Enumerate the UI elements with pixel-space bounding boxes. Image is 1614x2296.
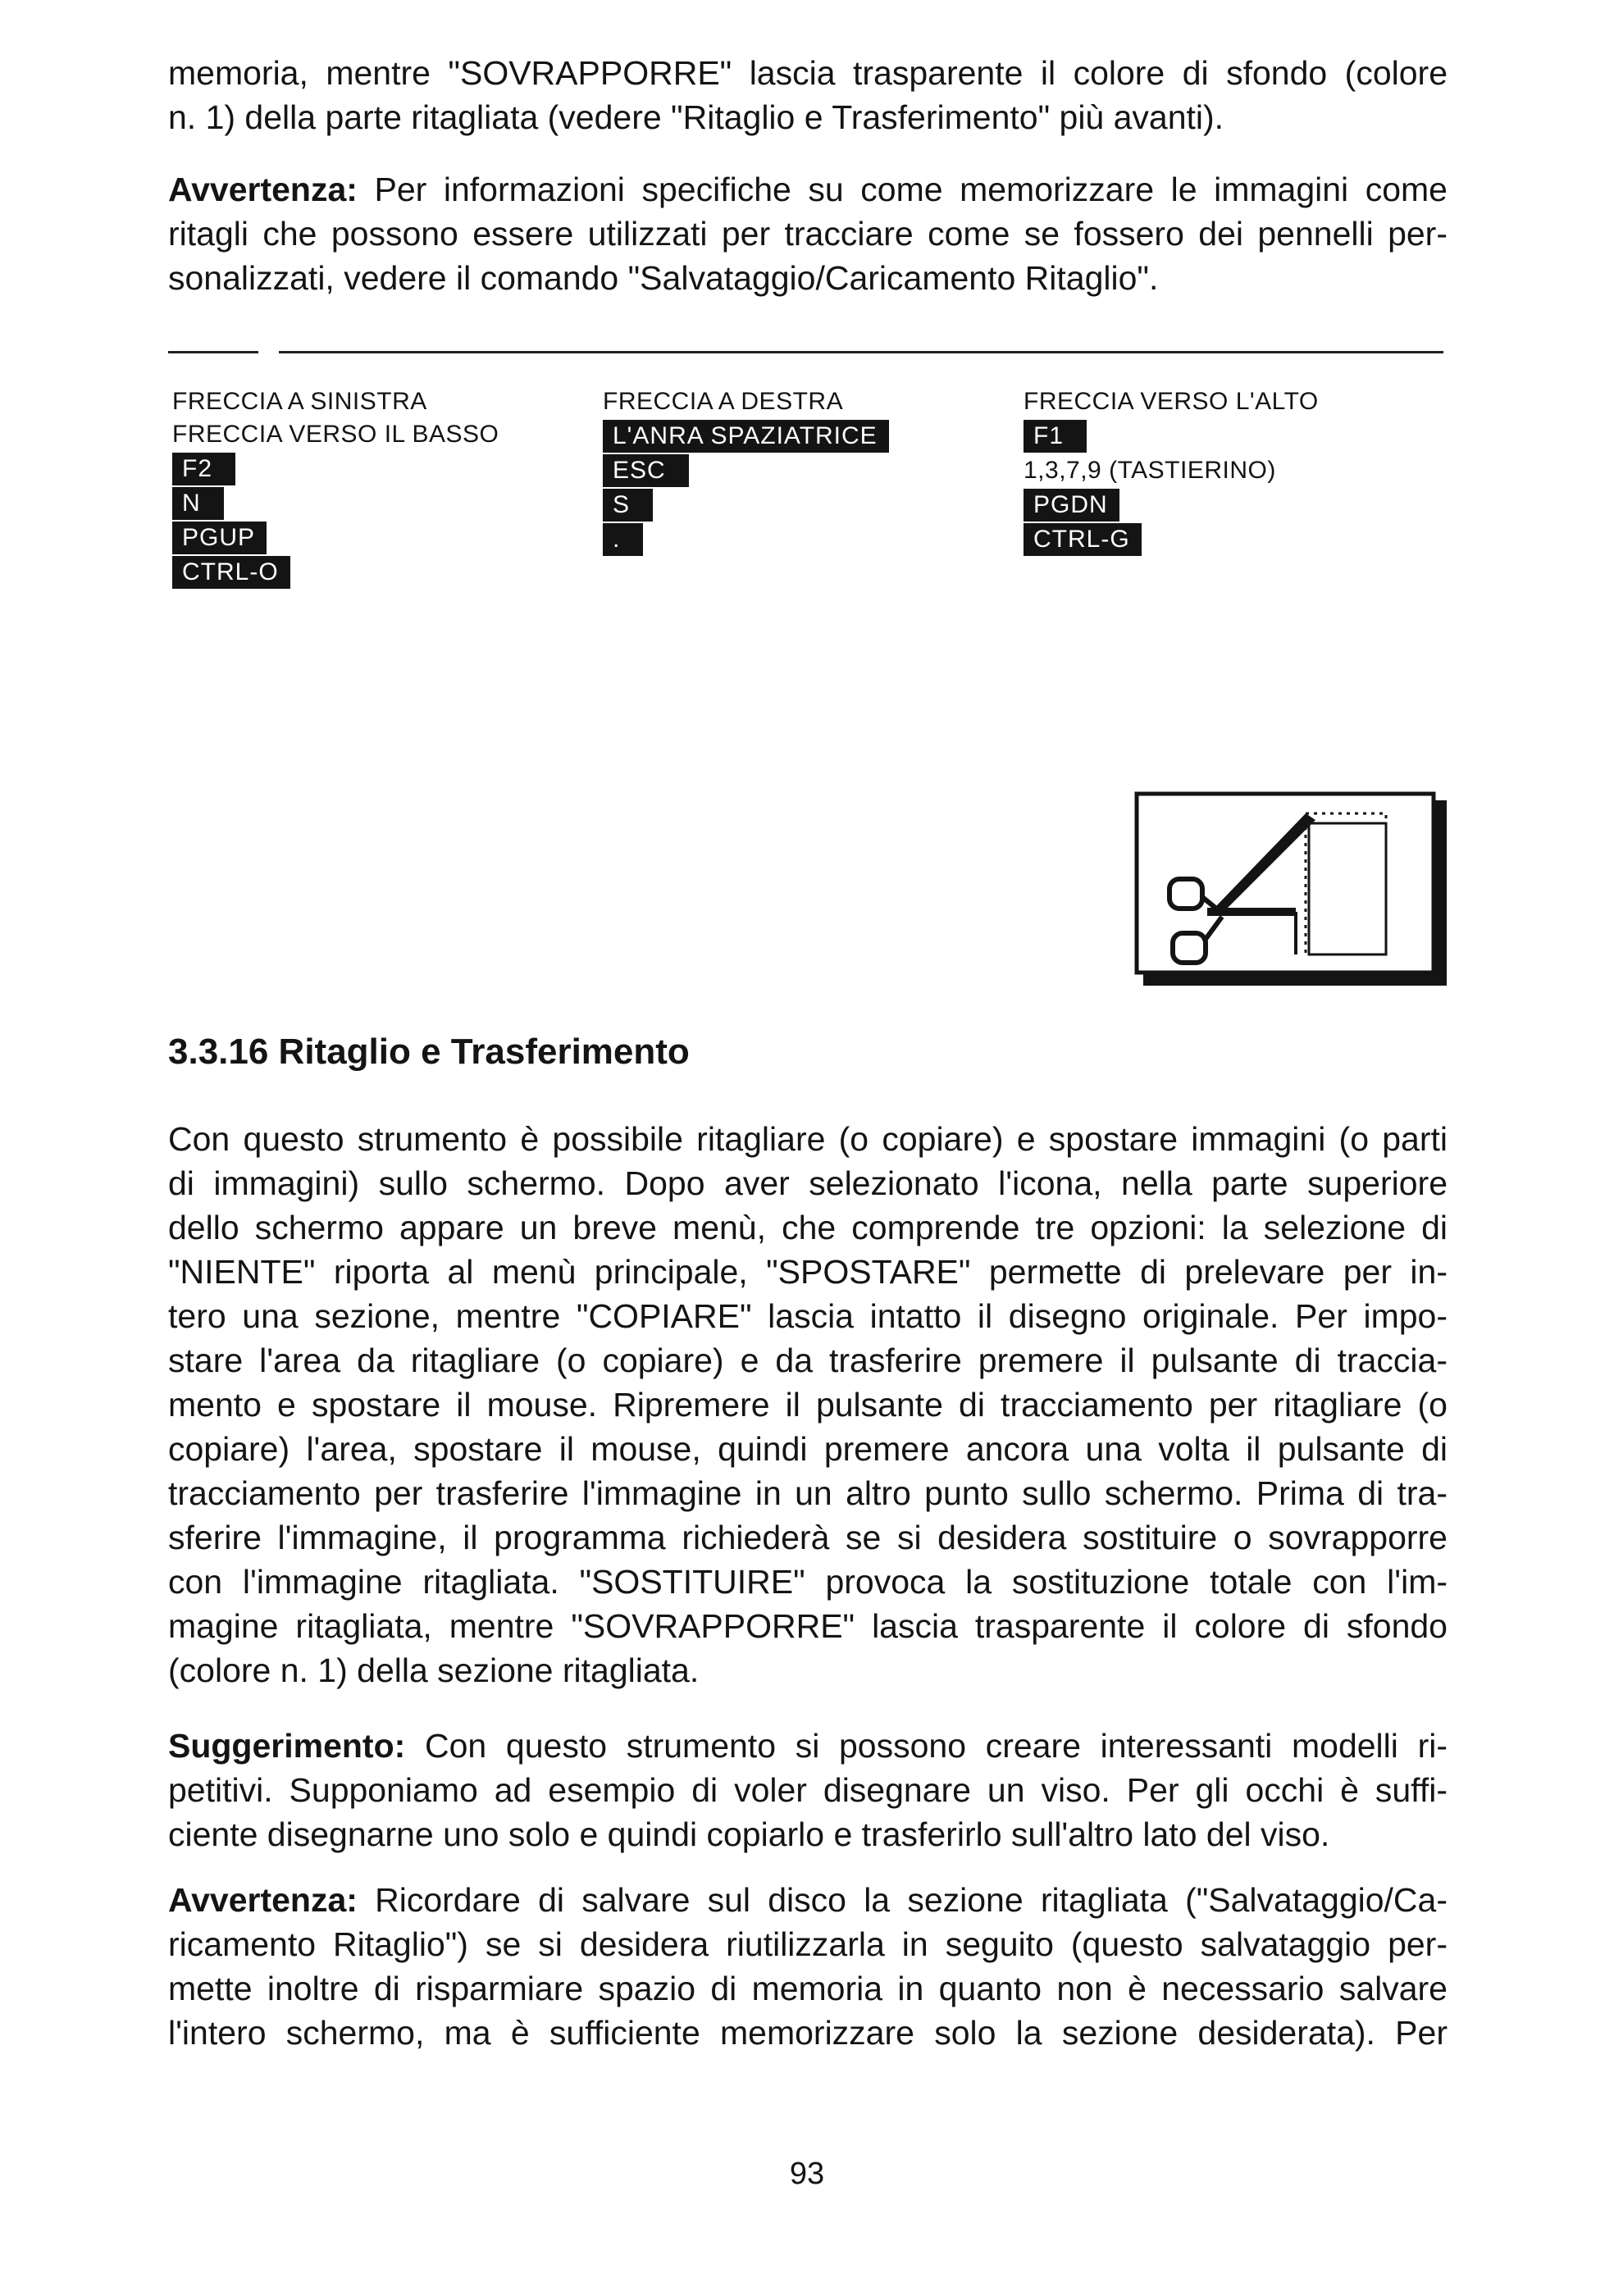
body-line: magine ritagliata, mentre "SOVRAPPORRE" lascia trasparente il colore di sfondo [168, 1607, 1448, 1645]
tip-paragraph [168, 1724, 1448, 1856]
key-label: 1,3,7,9 (TASTIERINO) [1024, 457, 1276, 484]
intro-line: memoria, mentre "SOVRAPPORRE" lascia trasparente il colore di sfondo (colore [168, 54, 1448, 92]
body-line: (colore n. 1) della sezione ritagliata. [168, 1651, 700, 1689]
key-chip: L'ANRA SPAZIATRICE [603, 420, 889, 453]
body-line: dello schermo appare un breve menù, che comprende tre opzioni: la selezione di [168, 1209, 1448, 1246]
body-line: tracciamento per trasferire l'immagine in un altro punto sullo schermo. Prima di tra- [168, 1474, 1448, 1512]
key-chip: CTRL-O [172, 556, 290, 589]
key-chip: ESC [603, 454, 689, 487]
warning-line: ricamento Ritaglio") se si desidera riutilizzarla in seguito (questo salvataggio per- [168, 1925, 1448, 1963]
divider-rule [168, 351, 258, 353]
body-line: tero una sezione, mentre "COPIARE" lascia intatto il disegno originale. Per impo- [168, 1297, 1448, 1335]
warning-line: sonalizzati, vedere il comando "Salvataggio/Caricamento Ritaglio". [168, 259, 1159, 297]
key-label: FRECCIA A SINISTRA [172, 388, 427, 415]
key-label: FRECCIA A DESTRA [603, 388, 844, 415]
tip-line: ciente disegnarne uno solo e quindi copiarlo e trasferirlo sull'altro lato del viso. [168, 1815, 1330, 1853]
divider-rule [279, 351, 1443, 353]
warning-lead: Avvertenza: [168, 1881, 358, 1919]
warning-paragraph-2 [168, 1878, 1448, 2055]
tip-line: petitivi. Supponiamo ad esempio di voler disegnare un viso. Per gli occhi è suffi- [168, 1771, 1448, 1809]
key-chip: CTRL-G [1024, 523, 1142, 556]
keymap-column-middle [603, 385, 889, 558]
warning-line: l'intero schermo, ma è sufficiente memorizzare solo la sezione desiderata). Per [168, 2014, 1448, 2052]
warning-paragraph [168, 167, 1448, 300]
key-label: FRECCIA VERSO IL BASSO [172, 421, 499, 448]
keymap-column-right [1024, 385, 1319, 558]
warning-line: ritagli che possono essere utilizzati per tracciare come se fossero dei pennelli per- [168, 215, 1448, 253]
key-chip: F1 [1024, 420, 1087, 453]
body-line: con l'immagine ritagliata. "SOSTITUIRE" provoca la sostituzione totale con l'im- [168, 1563, 1448, 1601]
key-chip: PGUP [172, 522, 267, 554]
key-chip: N [172, 487, 224, 520]
tip-line: Con questo strumento si possono creare interessanti modelli ri- [405, 1727, 1448, 1765]
warning-line: mette inoltre di risparmiare spazio di memoria in quanto non è necessario salvare [168, 1970, 1448, 2007]
body-line: mento e spostare il mouse. Ripremere il pulsante di tracciamento per ritagliare (o [168, 1386, 1448, 1424]
scissors-cut-icon [1132, 789, 1452, 989]
body-line: di immagini) sullo schermo. Dopo aver selezionato l'icona, nella parte superiore [168, 1164, 1448, 1202]
section-body [168, 1117, 1448, 1692]
body-line: sferire l'immagine, il programma richiederà se si desidera sostituire o sovrapporre [168, 1519, 1448, 1556]
keymap-column-left [172, 385, 499, 590]
tip-lead: Suggerimento: [168, 1727, 406, 1765]
body-line: "NIENTE" riporta al menù principale, "SPOSTARE" permette di prelevare per in- [168, 1253, 1448, 1291]
body-line: copiare) l'area, spostare il mouse, quindi premere ancora una volta il pulsante di [168, 1430, 1448, 1468]
body-line: stare l'area da ritagliare (o copiare) e da trasferire premere il pulsante di traccia- [168, 1342, 1448, 1379]
key-chip: . [603, 523, 643, 556]
section-heading: 3.3.16 Ritaglio e Trasferimento [168, 1032, 690, 1072]
warning-line: Ricordare di salvare sul disco la sezione ritagliata ("Salvataggio/Ca- [357, 1881, 1448, 1919]
warning-lead: Avvertenza: [168, 171, 358, 208]
page-number: 93 [789, 2157, 825, 2191]
key-chip: F2 [172, 453, 235, 485]
key-label: FRECCIA VERSO L'ALTO [1024, 388, 1319, 415]
intro-paragraph [168, 51, 1448, 139]
warning-line: Per informazioni specifiche su come memorizzare le immagini come [357, 171, 1448, 208]
key-chip: PGDN [1024, 489, 1119, 522]
intro-line: n. 1) della parte ritagliata (vedere "Ritaglio e Trasferimento" più avanti). [168, 98, 1224, 136]
key-chip: S [603, 489, 653, 522]
body-line: Con questo strumento è possibile ritagliare (o copiare) e spostare immagini (o parti [168, 1120, 1448, 1158]
